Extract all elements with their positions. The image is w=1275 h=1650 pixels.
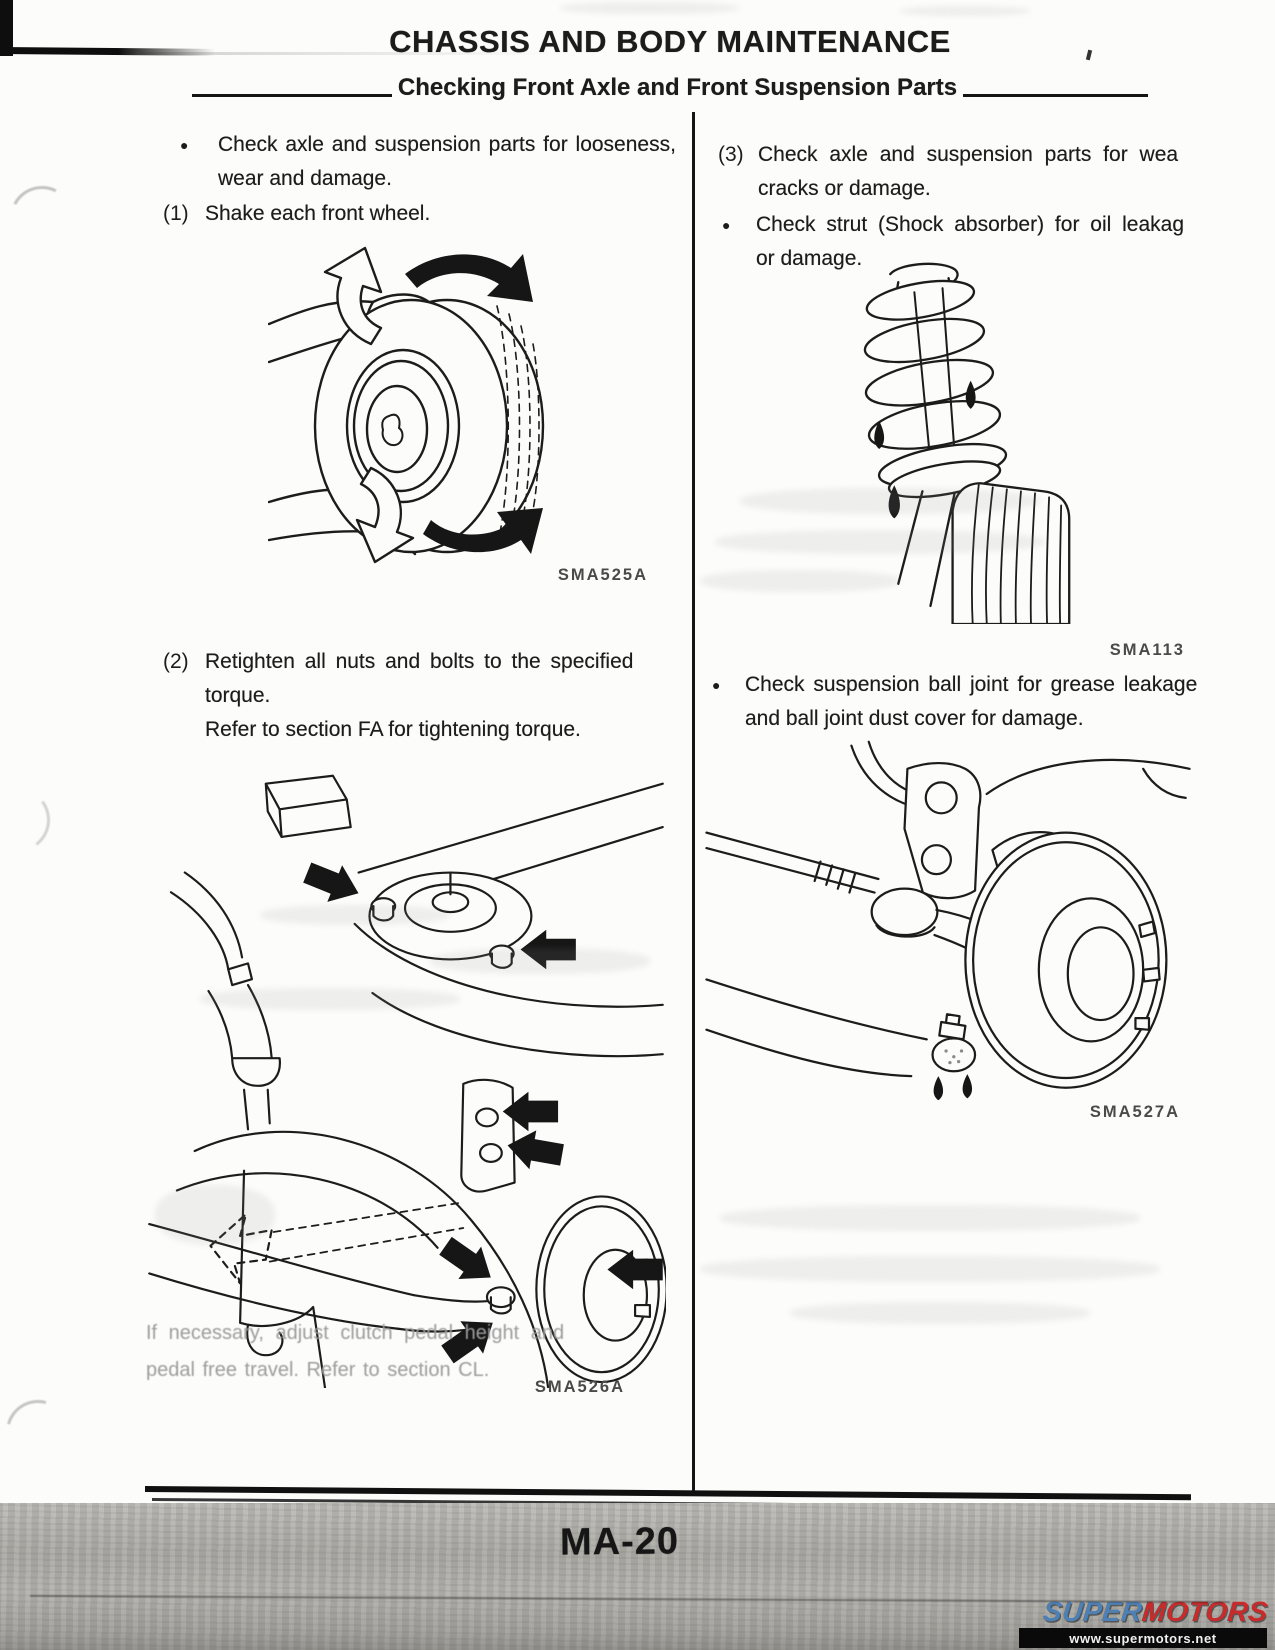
smudge (720, 1205, 1140, 1231)
text-line: Retighten all nuts and bolts to the specified (205, 650, 634, 673)
page-edge-scan-band (0, 1503, 1275, 1650)
smudge (430, 948, 650, 974)
smudge (560, 2, 740, 14)
footer-rule (145, 1486, 1191, 1500)
smudge (790, 1302, 1090, 1324)
figure-strut-mount-and-arm (146, 756, 666, 1388)
page-number: MA-20 (559, 1520, 680, 1564)
step-2-retighten (163, 645, 671, 747)
bleed-through-text: If necessary, adjust clutch pedal height and (146, 1322, 565, 1344)
figure-balljoint-knuckle (698, 736, 1198, 1108)
text-line: Refer to section FA for tightening torque. (205, 718, 581, 741)
hole-punch-arc (0, 784, 54, 856)
text-line: Check suspension ball joint for grease leakage (745, 673, 1198, 696)
bullet-check-looseness (180, 128, 676, 196)
grease-drips (934, 1074, 972, 1100)
smudge (740, 488, 1040, 514)
step-number: (2) (163, 650, 189, 673)
watermark-motors: MOTORS (1140, 1596, 1269, 1627)
section-header (150, 74, 1190, 102)
text-line: cracks or damage. (758, 177, 931, 200)
figure-label-sma527a: SMA527A (1089, 1103, 1180, 1121)
watermark-super: SUPER (1041, 1596, 1144, 1627)
step-3-check-axle (718, 138, 1200, 206)
subtitle-rule-right (963, 94, 1148, 97)
bullet-marker: ● (722, 217, 731, 233)
smudge (715, 530, 1045, 554)
hole-punch-arc (0, 1388, 82, 1475)
figure-strut-oil-leak (800, 252, 1075, 624)
smudge (200, 988, 460, 1010)
bullet-check-balljoint (712, 668, 1200, 736)
text-line: or damage. (756, 247, 863, 270)
step-1-shake-wheel (163, 197, 663, 231)
hole-punch-arc (2, 178, 83, 259)
text-line: Check strut (Shock absorber) for oil leakag (756, 213, 1185, 236)
smudge (260, 905, 450, 925)
page-title: CHASSIS AND BODY MAINTENANCE (389, 24, 951, 59)
step-number: (1) (163, 202, 189, 225)
smudge (900, 6, 1030, 16)
smudge (700, 1256, 1160, 1282)
smudge (155, 1185, 275, 1245)
bullet-marker: ● (180, 137, 189, 153)
figure-wheel-shake (268, 240, 580, 570)
text-line: and ball joint dust cover for damage. (745, 707, 1084, 730)
text-line: torque. (205, 684, 271, 707)
bleed-through-text: pedal free travel. Refer to section CL. (146, 1359, 490, 1381)
smudge (700, 570, 900, 592)
column-divider (692, 112, 695, 1492)
text-line: Shake each front wheel. (205, 202, 431, 225)
step-number: (3) (718, 143, 744, 166)
figure-label-sma525a: SMA525A (557, 566, 648, 584)
text-line: Check axle and suspension parts for looseness, (218, 133, 676, 156)
figure-label-sma526a: SMA526A (534, 1378, 625, 1396)
text-line: Check axle and suspension parts for wea (758, 143, 1179, 166)
figure-label-sma113: SMA113 (1109, 641, 1185, 659)
watermark-url: www.supermotors.net (1019, 1628, 1267, 1648)
subtitle-rule-left (192, 94, 392, 97)
bullet-marker: ● (712, 677, 721, 693)
section-subtitle: Checking Front Axle and Front Suspension Parts (397, 74, 958, 101)
text-line: wear and damage. (218, 167, 392, 190)
